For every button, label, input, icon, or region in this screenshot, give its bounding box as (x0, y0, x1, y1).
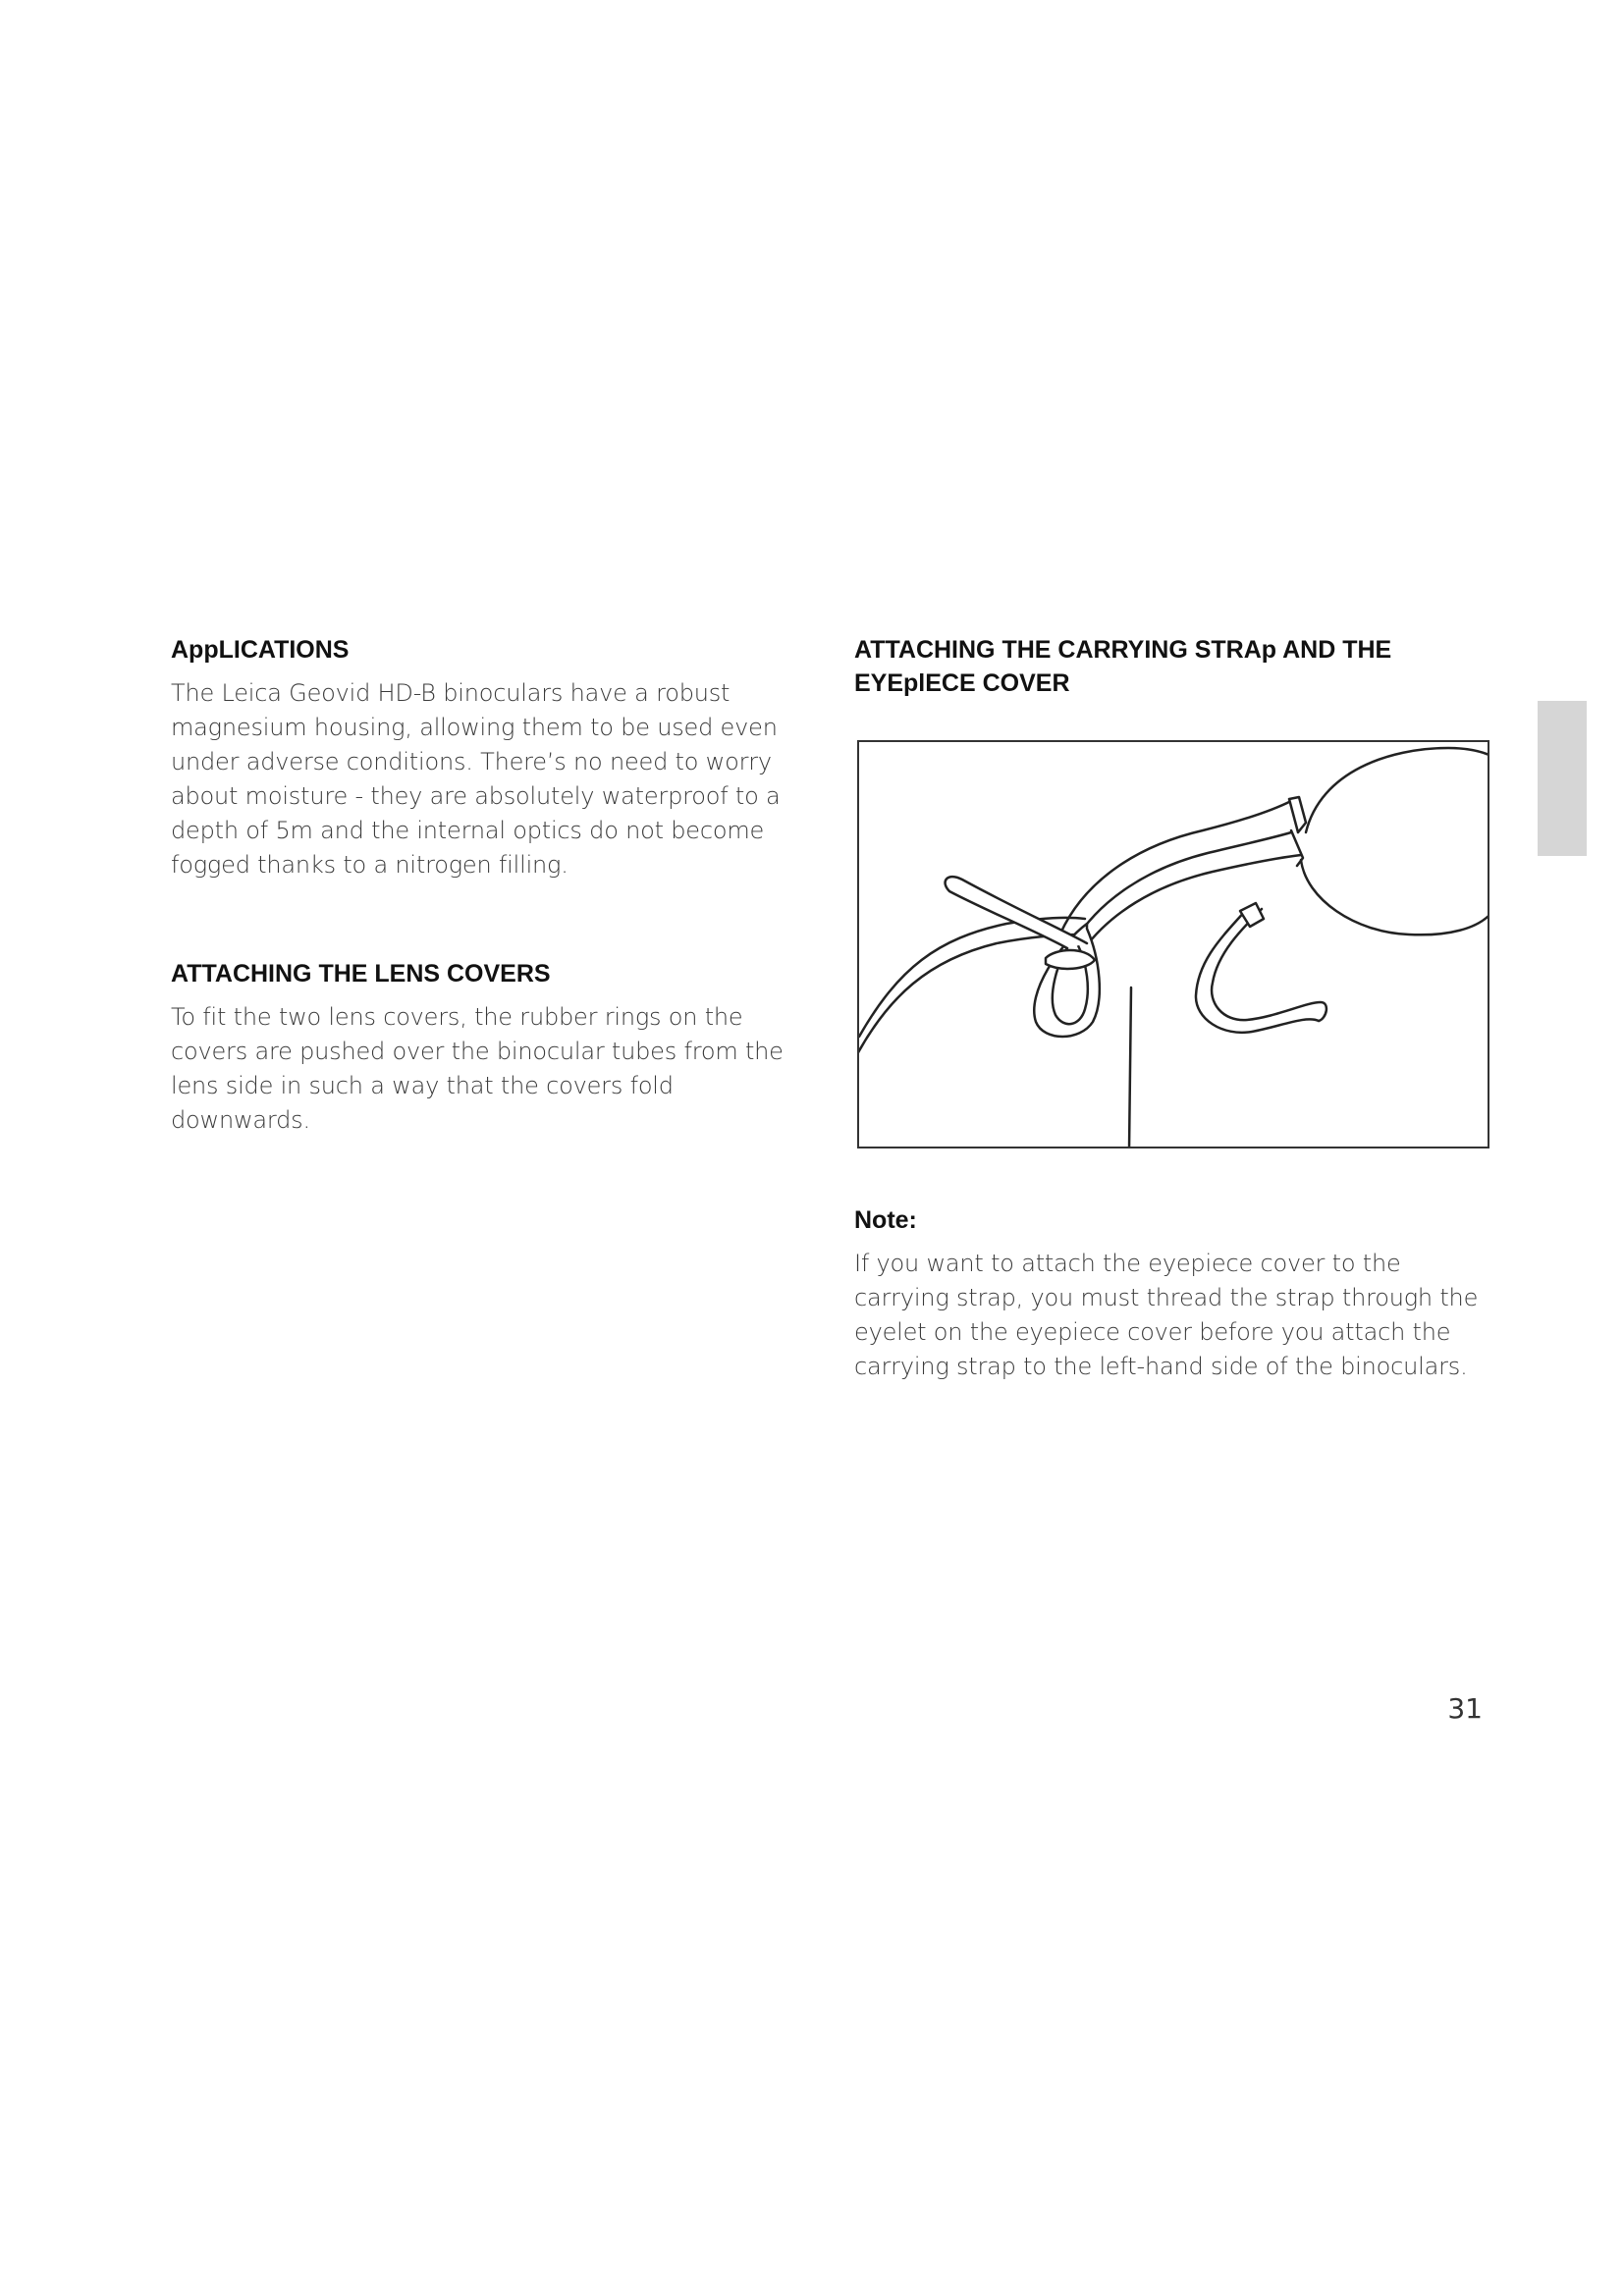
note-heading: Note: (854, 1206, 917, 1234)
page-number: 31 (1447, 1692, 1483, 1725)
right-column (854, 633, 1502, 710)
lens-covers-body: To fit the two lens covers, the rubber rings on the covers are pushed over the binocular tubes from the lens side in such a way that the covers fold downwards. (171, 1003, 784, 1134)
left-column (171, 633, 799, 1138)
note-block (854, 1203, 1502, 1384)
strap-heading: ATTACHING THE CARRYING STRAp AND THE EYEplECE COVER (854, 636, 1392, 697)
chapter-tab-marker (1538, 701, 1587, 856)
applications-body: The Leica Geovid HD-B binoculars have a robust magnesium housing, allowing them to be used even under adverse conditions. There’s no need to worry about moisture - they are absolutely waterproof to a depth of 5m and the internal optics do not become fogged thanks to a nitrogen filling. (171, 679, 781, 879)
strap-attachment-illustration (857, 740, 1489, 1148)
note-body: If you want to attach the eyepiece cover to the carrying strap, you must thread the strap through the eyelet on the eyepiece cover before you attach the carrying strap to the left-hand side of the binoculars. (854, 1250, 1479, 1380)
lens-covers-heading: ATTACHING THE LENS COVERS (171, 960, 551, 988)
applications-heading: AppLICATIONS (171, 636, 350, 664)
